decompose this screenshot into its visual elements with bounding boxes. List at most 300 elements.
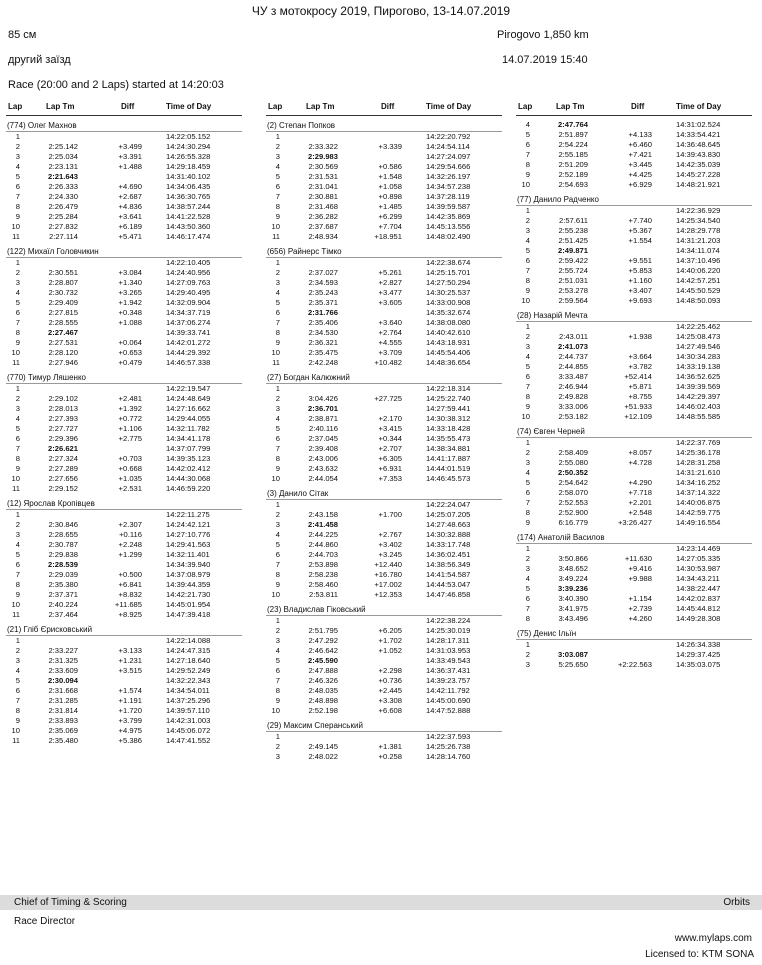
time-of-day: 14:27:48.663 — [426, 520, 471, 529]
lap-time: 2:35.380 — [48, 580, 78, 589]
lap-diff: +1.700 — [378, 510, 402, 519]
lap-time: 2:35.371 — [308, 298, 338, 307]
lap-row — [6, 222, 242, 232]
lap-row — [516, 402, 752, 412]
time-of-day: 14:48:50.093 — [676, 296, 721, 305]
lap-time: 2:43.011 — [559, 332, 588, 341]
time-of-day: 14:22:37.593 — [426, 732, 471, 741]
lap-time: 2:46.642 — [308, 646, 338, 655]
rider-block — [266, 604, 502, 716]
license-label: Licensed to: KTM SONA — [645, 949, 754, 960]
time-of-day: 14:25:07.205 — [426, 510, 471, 519]
column-header-lap: Lap — [268, 102, 283, 111]
lap-row — [516, 518, 752, 528]
lap-row — [516, 554, 752, 564]
time-of-day: 14:35:03.075 — [676, 660, 721, 669]
lap-time: 2:39.408 — [308, 444, 338, 453]
lap-row — [6, 600, 242, 610]
lap-number: 8 — [275, 570, 280, 579]
lap-number: 4 — [15, 288, 20, 297]
lap-number: 6 — [275, 550, 280, 559]
lap-diff: +18.951 — [374, 232, 402, 241]
time-of-day: 14:34:06.435 — [166, 182, 211, 191]
time-of-day: 14:22:38.224 — [426, 616, 471, 625]
lap-diff: +5.261 — [378, 268, 402, 277]
lap-number: 7 — [275, 192, 280, 201]
heat-label: другий заїзд — [8, 54, 71, 66]
lap-diff: +1.485 — [378, 202, 402, 211]
lap-row — [266, 706, 502, 716]
time-of-day: 14:27:05.335 — [676, 554, 721, 563]
lap-row — [266, 550, 502, 560]
lap-time: 2:27.467 — [48, 328, 78, 337]
lap-time: 2:35.480 — [48, 736, 78, 745]
lap-number: 8 — [15, 580, 20, 589]
lap-row — [6, 394, 242, 404]
lap-number: 10 — [271, 474, 280, 483]
time-of-day: 14:30:25.537 — [426, 288, 471, 297]
lap-time: 2:54.224 — [558, 140, 588, 149]
lap-number: 5 — [275, 298, 280, 307]
lap-row — [266, 258, 502, 268]
lap-number: 5 — [275, 656, 280, 665]
lap-number: 10 — [271, 348, 280, 357]
lap-row — [516, 488, 752, 498]
time-of-day: 14:37:06.274 — [166, 318, 211, 327]
time-of-day: 14:39:57.110 — [166, 706, 210, 715]
lap-time: 3:49.224 — [558, 574, 588, 583]
column-header-tod: Time of Day — [426, 102, 472, 111]
lap-row — [266, 162, 502, 172]
time-of-day: 14:29:44.055 — [166, 414, 211, 423]
lap-diff: +10.482 — [374, 358, 402, 367]
rider-block — [6, 498, 242, 620]
lap-time: 2:23.131 — [48, 162, 78, 171]
lap-number: 4 — [525, 468, 530, 477]
time-of-day: 14:22:38.674 — [426, 258, 471, 267]
lap-row — [516, 650, 752, 660]
lap-row — [266, 444, 502, 454]
lap-row — [6, 278, 242, 288]
rider-block — [266, 720, 502, 762]
lap-number: 2 — [15, 520, 20, 529]
time-of-day: 14:45:06.072 — [166, 726, 211, 735]
time-of-day: 14:39:44.359 — [166, 580, 211, 589]
rider-block — [516, 194, 752, 306]
lap-number: 6 — [525, 140, 530, 149]
lap-diff: +2.775 — [118, 434, 142, 443]
lap-number: 9 — [525, 518, 530, 527]
lap-diff: +2.767 — [378, 530, 402, 539]
lap-diff: +51.933 — [624, 402, 652, 411]
lap-row — [6, 414, 242, 424]
lap-diff: +2:22.563 — [618, 660, 652, 669]
lap-number: 9 — [275, 464, 280, 473]
lap-number: 6 — [15, 560, 20, 569]
lap-time: 2:31.766 — [308, 308, 338, 317]
lap-row — [266, 338, 502, 348]
lap-diff: +5.853 — [628, 266, 652, 275]
lap-number: 4 — [275, 530, 280, 539]
chief-of-timing-label: Chief of Timing & Scoring — [14, 897, 127, 908]
time-of-day: 14:44:29.392 — [166, 348, 211, 357]
lap-row — [6, 726, 242, 736]
time-of-day: 14:22:10.405 — [166, 258, 211, 267]
time-of-day: 14:27:18.640 — [166, 656, 211, 665]
lap-number: 3 — [275, 404, 280, 413]
lap-row — [266, 298, 502, 308]
lap-diff: +1.035 — [118, 474, 142, 483]
time-of-day: 14:34:37.719 — [166, 308, 211, 317]
lap-diff: +0.479 — [118, 358, 142, 367]
lap-diff: +1.720 — [118, 706, 142, 715]
lap-number: 5 — [15, 424, 20, 433]
website-link[interactable]: www.mylaps.com — [674, 933, 752, 944]
lap-number: 9 — [275, 212, 280, 221]
lap-time: 2:33.227 — [48, 646, 78, 655]
lap-row — [266, 646, 502, 656]
lap-number: 1 — [525, 206, 530, 215]
lap-diff: +7.718 — [628, 488, 652, 497]
lap-row — [266, 530, 502, 540]
lap-diff: +3.640 — [378, 318, 402, 327]
lap-number: 8 — [275, 202, 280, 211]
time-of-day: 14:28:29.778 — [676, 226, 721, 235]
lap-diff: +1.392 — [118, 404, 142, 413]
lap-number: 10 — [271, 706, 280, 715]
lap-diff: +1.058 — [378, 182, 402, 191]
lap-diff: +2.307 — [118, 520, 142, 529]
lap-row — [266, 318, 502, 328]
lap-diff: +6.841 — [118, 580, 142, 589]
lap-diff: +0.772 — [118, 414, 142, 423]
time-of-day: 14:37:28.119 — [426, 192, 470, 201]
lap-row — [266, 520, 502, 530]
lap-number: 1 — [15, 132, 20, 141]
rider-name: (23) Владислав Гіковський — [266, 604, 502, 616]
lap-number: 10 — [521, 412, 530, 421]
time-of-day: 14:27:09.763 — [166, 278, 211, 287]
lap-time: 2:48.035 — [308, 686, 338, 695]
lap-diff: +3.515 — [118, 666, 142, 675]
time-of-day: 14:44:53.047 — [426, 580, 471, 589]
time-of-day: 14:37:25.296 — [166, 696, 211, 705]
lap-number: 4 — [525, 236, 530, 245]
lap-time: 2:27.656 — [48, 474, 78, 483]
lap-row — [6, 162, 242, 172]
lap-diff: +3.407 — [628, 286, 652, 295]
time-of-day: 14:30:53.987 — [676, 564, 721, 573]
lap-row — [266, 268, 502, 278]
time-of-day: 14:45:00.690 — [426, 696, 471, 705]
lap-row — [516, 206, 752, 216]
lap-time: 2:52.553 — [558, 498, 588, 507]
time-of-day: 14:47:41.552 — [166, 736, 211, 745]
lap-diff: +12.353 — [374, 590, 402, 599]
lap-row — [6, 706, 242, 716]
lap-number: 7 — [275, 676, 280, 685]
lap-time: 2:31.468 — [308, 202, 338, 211]
lap-time: 2:31.668 — [48, 686, 78, 695]
race-director-label: Race Director — [14, 916, 76, 927]
lap-number: 4 — [275, 288, 280, 297]
lap-number: 5 — [15, 550, 20, 559]
lap-time: 2:44.860 — [308, 540, 338, 549]
time-of-day: 14:24:47.315 — [166, 646, 211, 655]
lap-number: 6 — [15, 686, 20, 695]
lap-time: 2:47.292 — [308, 636, 338, 645]
rider-name: (28) Назарій Мечта — [516, 310, 752, 322]
rider-name: (2) Степан Попков — [266, 120, 502, 132]
lap-time: 2:44.855 — [558, 362, 588, 371]
lap-number: 2 — [15, 142, 20, 151]
lap-time: 2:41.458 — [308, 520, 338, 529]
lap-diff: +9.416 — [628, 564, 652, 573]
lap-row — [6, 636, 242, 646]
lap-time: 2:31.814 — [48, 706, 78, 715]
lap-time: 3:04.426 — [308, 394, 338, 403]
lap-time: 2:30.732 — [48, 288, 78, 297]
lap-diff: +2.481 — [118, 394, 142, 403]
lap-row — [266, 358, 502, 368]
lap-row — [516, 296, 752, 306]
race-info: Race (20:00 and 2 Laps) started at 14:20:03 — [8, 79, 224, 91]
lap-row — [6, 444, 242, 454]
lap-time: 2:28.807 — [48, 278, 78, 287]
lap-time: 2:30.551 — [48, 268, 78, 277]
time-of-day: 14:25:30.019 — [426, 626, 471, 635]
lap-row — [516, 594, 752, 604]
lap-diff: +5.367 — [628, 226, 652, 235]
lap-diff: +6.608 — [378, 706, 402, 715]
lap-diff: +1.554 — [628, 236, 652, 245]
lap-time: 3:03.087 — [558, 650, 588, 659]
rider-name: (27) Богдан Калюжний — [266, 372, 502, 384]
lap-number: 5 — [525, 478, 530, 487]
lap-time: 2:26.621 — [48, 444, 78, 453]
lap-row — [266, 686, 502, 696]
lap-number: 3 — [15, 278, 20, 287]
lap-row — [6, 358, 242, 368]
time-of-day: 14:29:52.249 — [166, 666, 211, 675]
lap-diff: +3.402 — [378, 540, 402, 549]
column-header — [266, 99, 502, 116]
lap-number: 3 — [15, 152, 20, 161]
page-title: ЧУ з мотокросу 2019, Пирогово, 13-14.07.2019 — [251, 4, 511, 18]
lap-row — [516, 372, 752, 382]
rider-name: (75) Денис Ільїн — [516, 628, 752, 640]
lap-row — [266, 676, 502, 686]
lap-time: 2:27.832 — [48, 222, 78, 231]
lap-number: 9 — [275, 338, 280, 347]
lap-row — [6, 676, 242, 686]
lap-row — [6, 646, 242, 656]
lap-time: 2:41.073 — [558, 342, 588, 351]
time-of-day: 14:32:09.904 — [166, 298, 211, 307]
time-of-day: 14:42:21.730 — [166, 590, 211, 599]
lap-diff: +9.988 — [628, 574, 652, 583]
lap-time: 2:37.027 — [308, 268, 338, 277]
lap-number: 5 — [525, 362, 530, 371]
results-column-2 — [266, 99, 502, 762]
lap-time: 2:28.539 — [48, 560, 78, 569]
lap-row — [266, 666, 502, 676]
time-of-day: 14:34:11.074 — [676, 246, 720, 255]
lap-number: 5 — [15, 676, 20, 685]
lap-diff: +1.106 — [118, 424, 142, 433]
lap-time: 2:26.333 — [48, 182, 78, 191]
lap-diff: +1.160 — [628, 276, 652, 285]
lap-row — [6, 232, 242, 242]
lap-row — [6, 560, 242, 570]
time-of-day: 14:40:06.875 — [676, 498, 721, 507]
time-of-day: 14:24:48.649 — [166, 394, 211, 403]
lap-time: 2:54.642 — [558, 478, 588, 487]
lap-number: 1 — [15, 510, 20, 519]
lap-time: 2:58.460 — [308, 580, 338, 589]
lap-time: 2:46.944 — [558, 382, 588, 391]
lap-row — [516, 276, 752, 286]
time-of-day: 14:27:24.097 — [426, 152, 471, 161]
lap-row — [266, 414, 502, 424]
time-of-day: 14:42:01.272 — [166, 338, 211, 347]
time-of-day: 14:34:54.011 — [166, 686, 210, 695]
lap-time: 2:44.054 — [308, 474, 338, 483]
lap-time: 2:59.564 — [558, 296, 588, 305]
lap-row — [6, 202, 242, 212]
time-of-day: 14:25:36.178 — [676, 448, 721, 457]
lap-number: 7 — [275, 318, 280, 327]
lap-number: 8 — [15, 706, 20, 715]
lap-diff: +0.348 — [118, 308, 142, 317]
lap-row — [6, 192, 242, 202]
time-of-day: 14:22:20.792 — [426, 132, 471, 141]
lap-row — [6, 484, 242, 494]
time-of-day: 14:49:28.308 — [676, 614, 721, 623]
lap-row — [266, 278, 502, 288]
time-of-day: 14:38:34.881 — [426, 444, 471, 453]
time-of-day: 14:33:00.908 — [426, 298, 471, 307]
lap-time: 2:24.330 — [48, 192, 78, 201]
report-datetime: 14.07.2019 15:40 — [502, 54, 588, 66]
lap-diff: +2.739 — [628, 604, 652, 613]
lap-time: 2:30.569 — [308, 162, 338, 171]
rider-block — [516, 310, 752, 422]
lap-diff: +7.421 — [628, 150, 652, 159]
time-of-day: 14:39:35.123 — [166, 454, 211, 463]
lap-row — [516, 574, 752, 584]
lap-number: 8 — [275, 454, 280, 463]
lap-diff: +3.664 — [628, 352, 652, 361]
column-header-lap: Lap — [518, 102, 533, 111]
lap-row — [6, 580, 242, 590]
lap-diff: +3.245 — [378, 550, 402, 559]
lap-row — [516, 236, 752, 246]
lap-time: 2:30.094 — [48, 676, 78, 685]
lap-number: 4 — [15, 540, 20, 549]
lap-diff: +3.308 — [378, 696, 402, 705]
lap-number: 10 — [11, 600, 20, 609]
lap-diff: +3.133 — [118, 646, 142, 655]
time-of-day: 14:42:35.039 — [676, 160, 721, 169]
lap-number: 7 — [525, 604, 530, 613]
lap-number: 6 — [525, 594, 530, 603]
lap-row — [516, 322, 752, 332]
lap-diff: +0.116 — [119, 530, 142, 539]
lap-number: 10 — [271, 590, 280, 599]
time-of-day: 14:42:29.397 — [676, 392, 721, 401]
lap-number: 7 — [525, 382, 530, 391]
lap-row — [6, 182, 242, 192]
rider-name: (29) Максим Сперанський — [266, 720, 502, 732]
lap-number: 11 — [272, 358, 280, 367]
lap-diff: +7.740 — [628, 216, 652, 225]
lap-time: 2:42.248 — [308, 358, 338, 367]
lap-number: 6 — [275, 666, 280, 675]
time-of-day: 14:35:55.473 — [426, 434, 471, 443]
time-of-day: 14:29:41.563 — [166, 540, 211, 549]
lap-number: 2 — [275, 626, 280, 635]
lap-number: 3 — [525, 564, 530, 573]
lap-row — [516, 332, 752, 342]
lap-row — [266, 590, 502, 600]
time-of-day: 14:27:16.662 — [166, 404, 211, 413]
lap-diff: +6.299 — [378, 212, 402, 221]
time-of-day: 14:34:41.178 — [166, 434, 211, 443]
lap-number: 10 — [11, 348, 20, 357]
time-of-day: 14:25:34.540 — [676, 216, 721, 225]
lap-diff: +8.832 — [118, 590, 142, 599]
lap-number: 3 — [275, 520, 280, 529]
time-of-day: 14:28:31.258 — [676, 458, 721, 467]
time-of-day: 14:29:54.666 — [426, 162, 471, 171]
orbits-label: Orbits — [723, 897, 750, 908]
lap-diff: +0.703 — [118, 454, 142, 463]
lap-time: 2:55.185 — [558, 150, 588, 159]
lap-row — [516, 160, 752, 170]
lap-row — [266, 152, 502, 162]
lap-row — [6, 666, 242, 676]
rider-name: (770) Тимур Ляшенко — [6, 372, 242, 384]
time-of-day: 14:26:34.338 — [676, 640, 721, 649]
lap-row — [266, 404, 502, 414]
lap-row — [6, 474, 242, 484]
lap-time: 2:27.815 — [48, 308, 78, 317]
lap-number: 2 — [15, 268, 20, 277]
time-of-day: 14:22:14.088 — [166, 636, 211, 645]
lap-diff: +1.938 — [628, 332, 652, 341]
lap-row — [6, 132, 242, 142]
time-of-day: 14:37:14.322 — [676, 488, 721, 497]
lap-time: 2:40.116 — [309, 424, 338, 433]
lap-time: 2:58.409 — [558, 448, 588, 457]
time-of-day: 14:48:21.921 — [676, 180, 721, 189]
lap-number: 1 — [275, 616, 280, 625]
lap-row — [6, 530, 242, 540]
time-of-day: 14:27:59.441 — [426, 404, 471, 413]
lap-number: 6 — [275, 308, 280, 317]
lap-row — [6, 716, 242, 726]
lap-number: 7 — [525, 266, 530, 275]
lap-row — [516, 266, 752, 276]
lap-row — [6, 152, 242, 162]
time-of-day: 14:42:59.775 — [676, 508, 721, 517]
lap-number: 7 — [15, 696, 20, 705]
lap-time: 2:29.983 — [308, 152, 338, 161]
lap-number: 8 — [525, 276, 530, 285]
time-of-day: 14:36:52.625 — [676, 372, 721, 381]
lap-number: 4 — [275, 414, 280, 423]
